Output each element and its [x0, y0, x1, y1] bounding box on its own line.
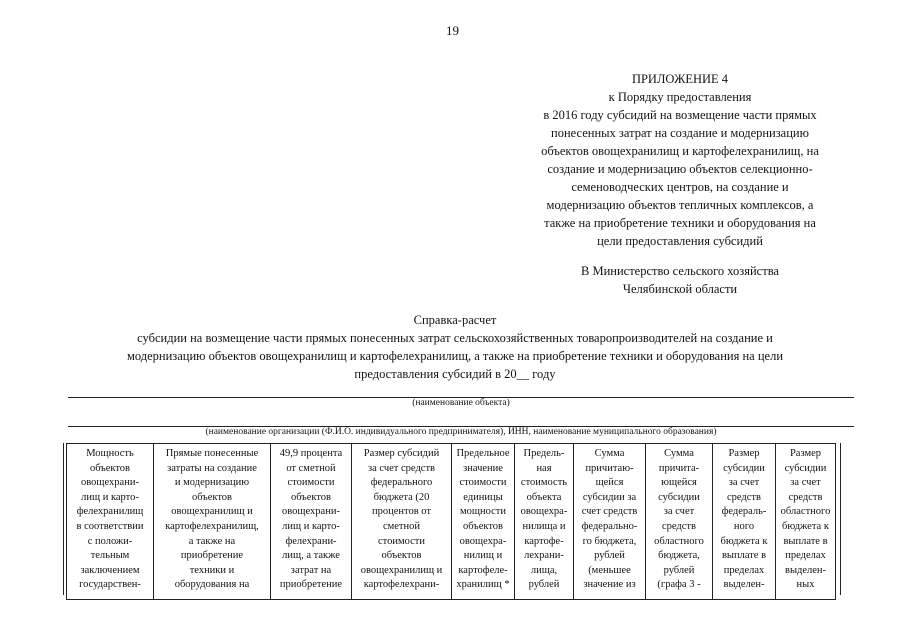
document-subtitle-line: предоставления субсидий в 20__ году: [354, 367, 556, 381]
recipient-line: Челябинской области: [622, 282, 738, 296]
appendix-line: цели предоставления субсидий: [597, 234, 763, 248]
document-subtitle-line: субсидии на возмещение части прямых понесенных затрат сельскохозяйственных товаропроизводителей на создание и: [137, 331, 773, 345]
appendix-line: в 2016 году субсидий на возмещение части прямых: [543, 108, 817, 122]
appendix-line: семеноводческих центров, на создание и: [571, 180, 789, 194]
table-outer-rule-left: [63, 443, 64, 595]
table-outer-rule-right: [840, 443, 841, 595]
appendix-line: создание и модернизацию объектов селекционно-: [547, 162, 813, 176]
column-header-capacity: Мощность объектов овощехрани- лищ и карто- фелехранилищ в соответствии с положи- тельным заключением государствен-: [67, 444, 154, 600]
document-heading: Справка-расчет: [413, 313, 497, 327]
appendix-line: объектов овощехранилищ и картофелехранилищ, на: [541, 144, 819, 158]
appendix-line: к Порядку предоставления: [608, 90, 752, 104]
organization-name-caption: (наименование организации (Ф.И.О. индивидуального предпринимателя), ИНН, наименование муниципального образования): [205, 427, 717, 437]
column-header-regional-payout: Размер субсидии за счет средств областного бюджета к выплате в пределах выделен- ных: [776, 444, 836, 600]
object-name-caption: (наименование объекта): [412, 398, 510, 408]
column-header-unit-cost-limit: Предельное значение стоимости единицы мощности объектов овощехра- нилищ и картофеле- хранилищ *: [452, 444, 515, 600]
column-header-federal-amount-due: Сумма причитаю- щейся субсидии за счет средств федерально- го бюджета, рублей (меньшее значение из: [574, 444, 646, 600]
column-header-federal-payout: Размер субсидии за счет средств федераль- ного бюджета к выплате в пределах выделен-: [713, 444, 776, 600]
appendix-line: модернизацию объектов тепличных комплексов, а: [546, 198, 814, 212]
table-header-row: [67, 444, 836, 600]
appendix-header: [470, 70, 890, 250]
recipient-line: В Министерство сельского хозяйства: [581, 264, 779, 278]
appendix-title: ПРИЛОЖЕНИЕ 4: [631, 72, 729, 86]
document-title-block: [50, 311, 860, 383]
column-header-federal-subsidy-size: Размер субсидий за счет средств федерального бюджета (20 процентов от сметной стоимости объектов овощехранилищ и картофелехрани-: [352, 444, 452, 600]
document-subtitle-line: модернизацию объектов овощехранилищ и картофелехранилищ, а также на приобретение техники и оборудования на цели: [126, 349, 784, 363]
column-header-object-cost-limit: Предель- ная стоимость объекта овощехра- нилища и картофе- лехрани- лища, рублей: [515, 444, 574, 600]
appendix-line: также на приобретение техники и оборудования на: [544, 216, 816, 230]
column-header-direct-costs: Прямые понесенные затраты на создание и модернизацию объектов овощехранилищ и картофелехранилищ, а также на приобретение техники и оборудования на: [154, 444, 271, 600]
column-header-49-9-percent: 49,9 процента от сметной стоимости объектов овощехрани- лищ и карто- фелехрани- лищ, а также затрат на приобретение: [271, 444, 352, 600]
recipient-block: [470, 262, 890, 298]
appendix-line: понесенных затрат на создание и модернизацию: [551, 126, 809, 140]
column-header-regional-amount-due: Сумма причита- ющейся субсидии за счет средств областного бюджета, рублей (графа 3 -: [646, 444, 713, 600]
subsidy-table: [66, 443, 836, 600]
page-number: 19: [446, 23, 459, 38]
